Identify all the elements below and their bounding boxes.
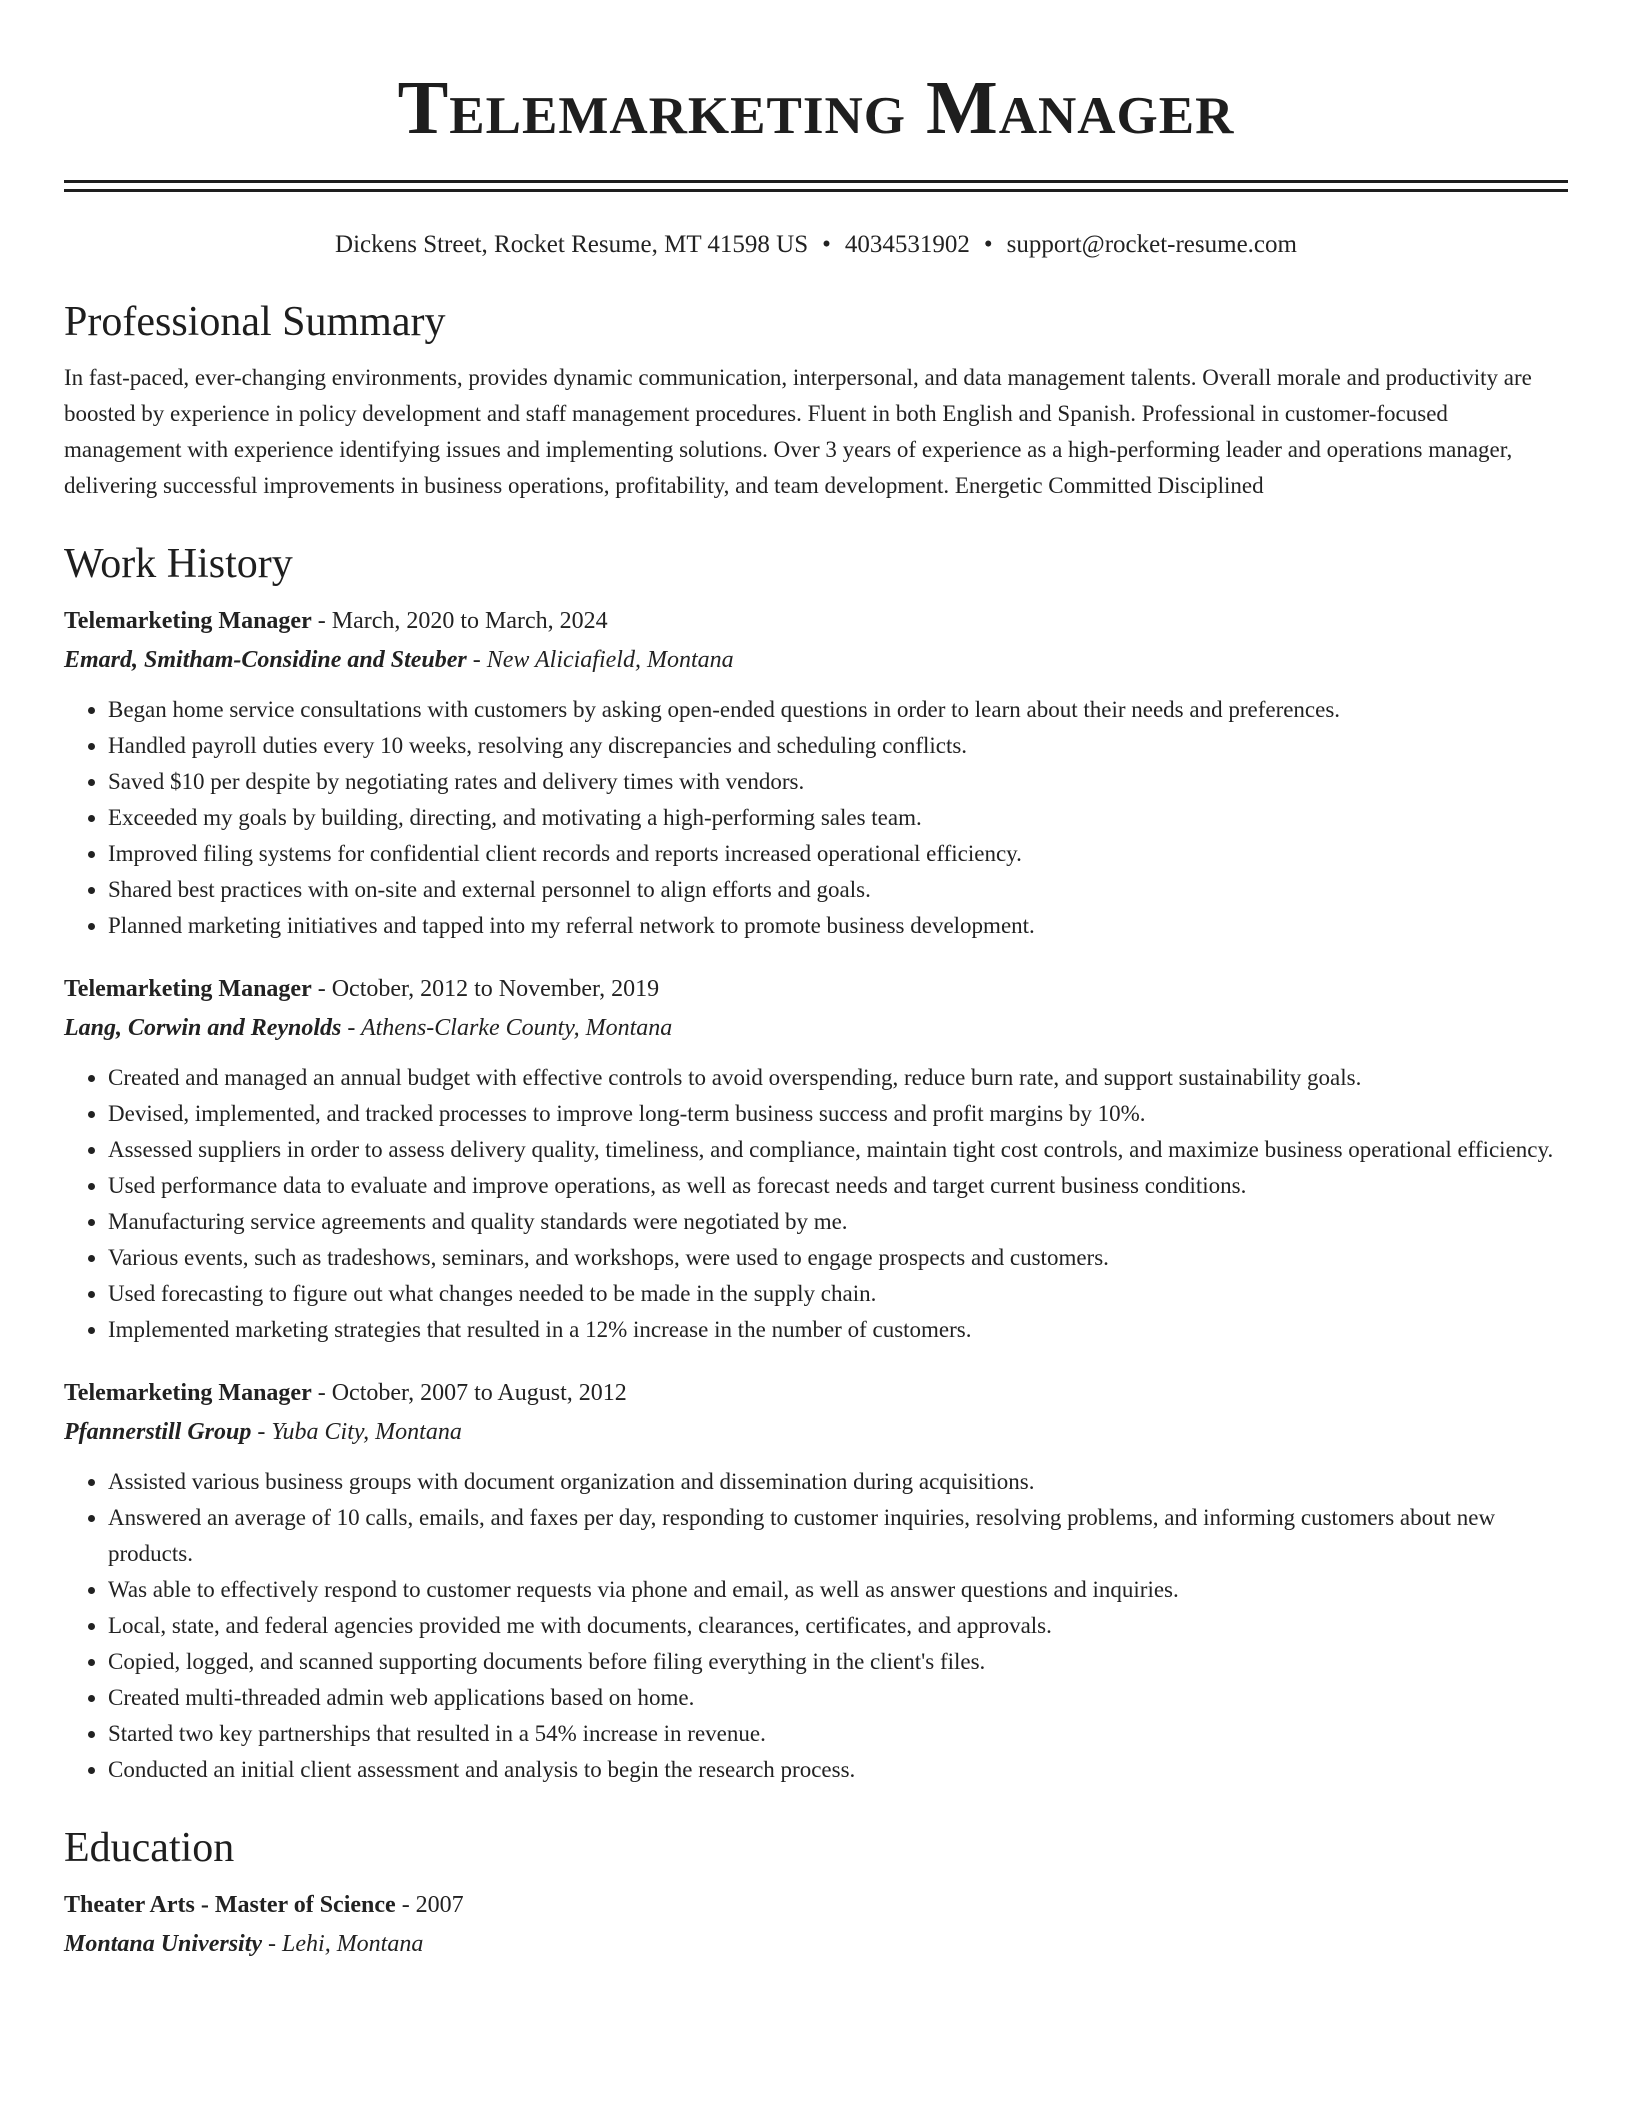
- job-bullet: • Handled payroll duties every 10 weeks, resolving any discrepancies and scheduling conflicts.: [108, 728, 1568, 764]
- job-employer: [64, 640, 1568, 680]
- job-bullet: • Answered an average of 10 calls, emails, and faxes per day, responding to customer inquiries, resolving problems, and informing customers about new products.: [108, 1500, 1568, 1572]
- rule-line-bottom: [64, 189, 1568, 192]
- job-entry: [64, 1374, 1568, 1788]
- education-year: - 2007: [395, 1892, 464, 1918]
- contact-separator: •: [822, 231, 831, 258]
- job-company: Pfannerstill Group: [64, 1419, 252, 1445]
- job-bullet: • Used performance data to evaluate and improve operations, as well as forecast needs and target current business conditions.: [108, 1168, 1568, 1204]
- job-header: [64, 1374, 1568, 1412]
- job-bullets: [64, 692, 1568, 944]
- job-bullet: • Started two key partnerships that resulted in a 54% increase in revenue.: [108, 1716, 1568, 1752]
- job-entry: [64, 970, 1568, 1348]
- education-heading: Education: [64, 1825, 235, 1871]
- contact-address: Dickens Street, Rocket Resume, MT 41598 US: [335, 231, 809, 258]
- education-degree: Theater Arts - Master of Science: [64, 1892, 396, 1918]
- job-location: - Yuba City, Montana: [251, 1419, 462, 1445]
- job-header: [64, 970, 1568, 1008]
- education-institution: [64, 1924, 1568, 1964]
- education-location: - Lehi, Montana: [262, 1931, 424, 1957]
- job-bullet: • Was able to effectively respond to customer requests via phone and email, as well as answer questions and inquiries.: [108, 1572, 1568, 1608]
- job-company: Emard, Smitham-Considine and Steuber: [64, 647, 467, 673]
- job-bullet: • Improved filing systems for confidential client records and reports increased operational efficiency.: [108, 836, 1568, 872]
- job-company: Lang, Corwin and Reynolds: [64, 1015, 342, 1041]
- title-double-rule: [64, 180, 1568, 192]
- job-bullet: • Saved $10 per despite by negotiating rates and delivery times with vendors.: [108, 764, 1568, 800]
- job-bullet: • Exceeded my goals by building, directing, and motivating a high-performing sales team.: [108, 800, 1568, 836]
- education-school: Montana University: [64, 1931, 263, 1957]
- contact-email: support@rocket-resume.com: [1006, 231, 1297, 258]
- job-bullet: • Local, state, and federal agencies provided me with documents, clearances, certificates, and approvals.: [108, 1608, 1568, 1644]
- job-bullet: • Devised, implemented, and tracked processes to improve long-term business success and profit margins by 10%.: [108, 1096, 1568, 1132]
- job-bullet: • Assessed suppliers in order to assess delivery quality, timeliness, and compliance, maintain tight cost controls, and maximize business operational efficiency.: [108, 1132, 1568, 1168]
- job-location: - Athens-Clarke County, Montana: [341, 1015, 673, 1041]
- job-employer: [64, 1412, 1568, 1452]
- contact-line: [64, 228, 1568, 262]
- job-bullet: • Used forecasting to figure out what changes needed to be made in the supply chain.: [108, 1276, 1568, 1312]
- job-bullet: • Manufacturing service agreements and quality standards were negotiated by me.: [108, 1204, 1568, 1240]
- job-bullet: • Began home service consultations with customers by asking open-ended questions in order to learn about their needs and preferences.: [108, 692, 1568, 728]
- job-dates: - October, 2012 to November, 2019: [311, 976, 660, 1002]
- job-employer: [64, 1008, 1568, 1048]
- job-entry: [64, 602, 1568, 944]
- job-bullet: • Created multi-threaded admin web applications based on home.: [108, 1680, 1568, 1716]
- job-dates: - October, 2007 to August, 2012: [311, 1380, 627, 1406]
- summary-heading: Professional Summary: [64, 299, 446, 345]
- education-entry: [64, 1886, 1568, 1964]
- rule-line-top: [64, 180, 1568, 183]
- job-title: Telemarketing Manager: [64, 976, 312, 1002]
- job-location: - New Aliciafield, Montana: [466, 647, 734, 673]
- contact-phone: 4034531902: [844, 231, 970, 258]
- job-title: Telemarketing Manager: [64, 1380, 312, 1406]
- contact-separator: •: [983, 231, 993, 258]
- job-bullet: • Various events, such as tradeshows, seminars, and workshops, were used to engage prospects and customers.: [108, 1240, 1568, 1276]
- job-bullet: • Copied, logged, and scanned supporting documents before filing everything in the client's files.: [108, 1644, 1568, 1680]
- job-dates: - March, 2020 to March, 2024: [311, 608, 608, 634]
- summary-text: In fast-paced, ever-changing environments, provides dynamic communication, interpersonal, and data management talents. Overall morale and productivity are boosted by experience in policy development and staff management procedures. Fluent in both English and Spanish. Professional in customer-focused management with experience identifying issues and implementing solutions. Over 3 years of experience as a high-performing leader and operations manager, delivering successful improvements in business operations, profitability, and team development. Energetic Committed Disciplined: [64, 365, 1532, 498]
- job-bullet: • Shared best practices with on-site and external personnel to align efforts and goals.: [108, 872, 1568, 908]
- job-bullets: [64, 1464, 1568, 1788]
- job-bullet: • Implemented marketing strategies that resulted in a 12% increase in the number of customers.: [108, 1312, 1568, 1348]
- education-header: [64, 1886, 1568, 1924]
- job-bullet: • Conducted an initial client assessment and analysis to begin the research process.: [108, 1752, 1568, 1788]
- job-title: Telemarketing Manager: [64, 608, 312, 634]
- work-history-heading: Work History: [64, 541, 293, 587]
- job-bullet: • Assisted various business groups with document organization and dissemination during acquisitions.: [108, 1464, 1568, 1500]
- job-bullets: [64, 1060, 1568, 1348]
- job-header: [64, 602, 1568, 640]
- job-bullet: • Created and managed an annual budget with effective controls to avoid overspending, reduce burn rate, and support sustainability goals.: [108, 1060, 1568, 1096]
- job-bullet: • Planned marketing initiatives and tapped into my referral network to promote business development.: [108, 908, 1568, 944]
- resume-title: Telemarketing Manager: [397, 66, 1235, 150]
